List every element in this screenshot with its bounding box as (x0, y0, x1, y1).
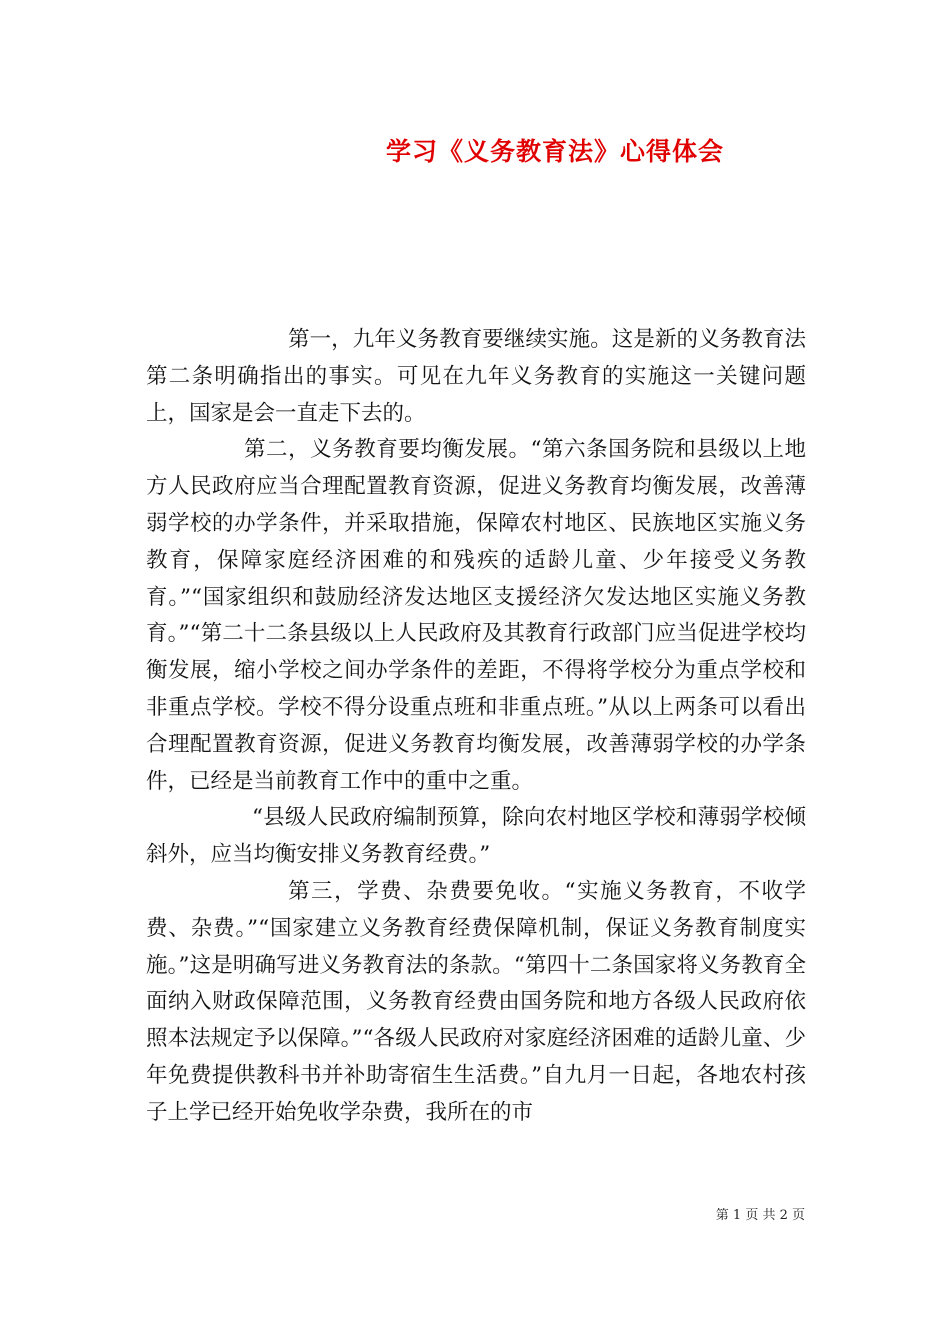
paragraph-3: “县级人民政府编制预算，除向农村地区学校和薄弱学校倾斜外，应当均衡安排义务教育经费。” (146, 805, 806, 868)
document-body (146, 322, 806, 1132)
paragraph-1: 第一，九年义务教育要继续实施。这是新的义务教育法第二条明确指出的事实。可见在九年义务教育的实施这一关键问题上，国家是会一直走下去的。 (146, 327, 806, 426)
paragraph-2: 第二，义务教育要均衡发展。“第六条国务院和县级以上地方人民政府应当合理配置教育资源，促进义务教育均衡发展，改善薄弱学校的办学条件，并采取措施，保障农村地区、民族地区实施义务教育，保障家庭经济困难的和残疾的适龄儿童、少年接受义务教育。”“国家组织和鼓励经济发达地区支援经济欠发达地区实施义务教育。”“第二十二条县级以上人民政府及其教育行政部门应当促进学校均衡发展，缩小学校之间办学条件的差距，不得将学校分为重点学校和非重点学校。学校不得分设重点班和非重点班。”从以上两条可以看出合理配置教育资源，促进义务教育均衡发展，改善薄弱学校的办学条件，已经是当前教育工作中的重中之重。 (146, 437, 806, 794)
document-title: 学习《义务教育法》心得体会 (385, 137, 724, 166)
paragraph-4: 第三，学费、杂费要免收。“实施义务教育，不收学费、杂费。”“国家建立义务教育经费保障机制，保证义务教育制度实施。”这是明确写进义务教育法的条款。“第四十二条国家将义务教育全面纳入财政保障范围，义务教育经费由国务院和地方各级人民政府依照本法规定予以保障。”“各级人民政府对家庭经济困难的适龄儿童、少年免费提供教科书并补助寄宿生生活费。”自九月一日起，各地农村孩子上学已经开始免收学杂费，我所在的市 (146, 878, 806, 1125)
page-number-footer: 第 1 页 共 2 页 (715, 1208, 805, 1223)
